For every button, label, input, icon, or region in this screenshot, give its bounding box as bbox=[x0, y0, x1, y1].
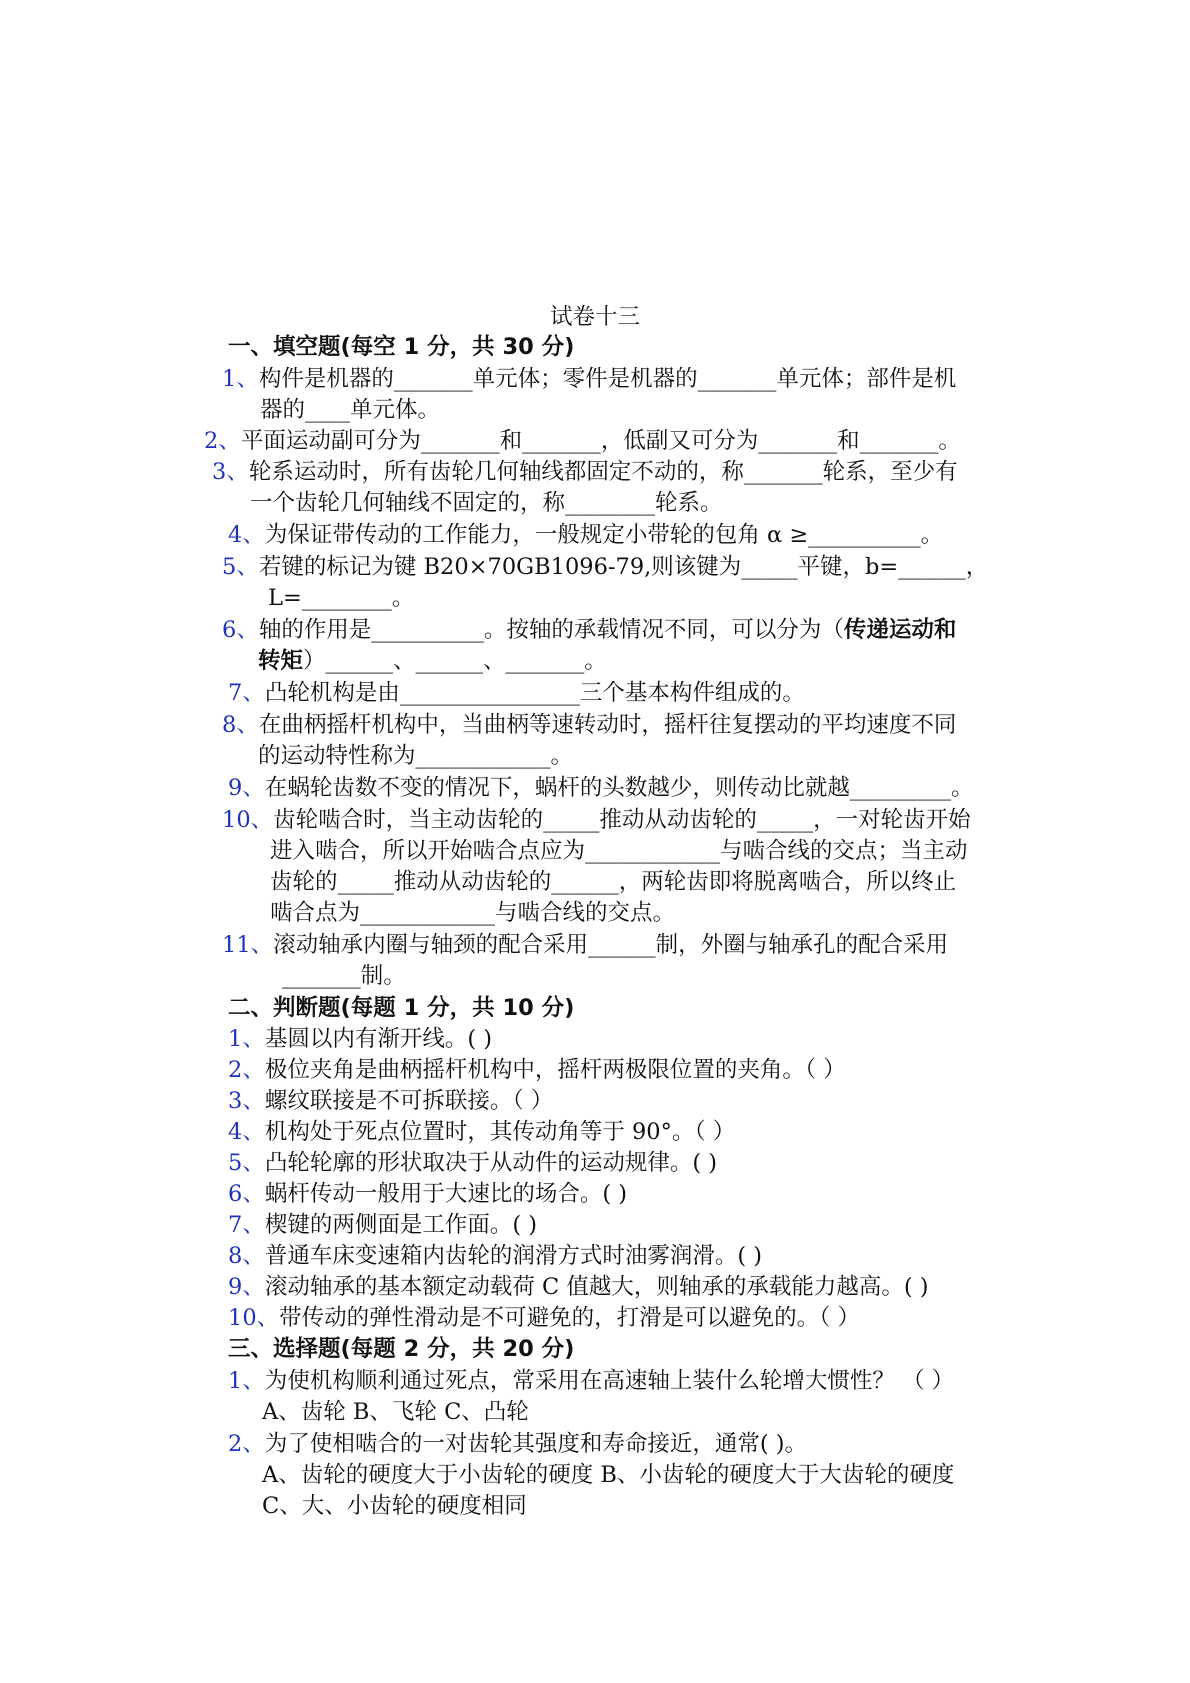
judge-item-7 bbox=[228, 1210, 537, 1240]
judge-text: 机构处于死点位置时，其传动角等于 90°。（ ） bbox=[264, 1119, 736, 1145]
q1-text1: 构件是机器的_______单元体；零件是机器的_______单元体；部件是机 bbox=[258, 366, 957, 392]
q6-text2b: ）______、______、_______。 bbox=[303, 648, 607, 674]
q8-text2: 的运动特性称为____________。 bbox=[258, 743, 574, 769]
judge-text: 凸轮轮廓的形状取决于从动件的运动规律。( ) bbox=[264, 1150, 718, 1176]
q8-number: 8、 bbox=[222, 712, 259, 738]
q4-text1: 为保证带传动的工作能力，一般规定小带轮的包角 α ≥__________。 bbox=[264, 522, 944, 548]
judge-text: 极位夹角是曲柄摇杆机构中，摇杆两极限位置的夹角。（ ） bbox=[264, 1057, 846, 1083]
judge-text: 普通车床变速箱内齿轮的润滑方式时油雾润滑。( ) bbox=[264, 1243, 763, 1269]
q6-text1a: 轴的作用是__________。按轴的承载情况不同，可以分为（ bbox=[258, 617, 844, 643]
q10-text4: 啮合点为____________与啮合线的交点。 bbox=[270, 900, 676, 926]
q6-text2a: 转矩 bbox=[258, 648, 304, 674]
judge-number: 9、 bbox=[228, 1274, 265, 1300]
judge-item-9 bbox=[228, 1272, 929, 1302]
judge-number: 5、 bbox=[228, 1150, 265, 1176]
q11-number: 11、 bbox=[222, 932, 274, 958]
judge-number: 3、 bbox=[228, 1088, 265, 1114]
q5-text2: L=________。 bbox=[268, 585, 415, 611]
choice-q1-line bbox=[228, 1366, 954, 1396]
q3-number: 3、 bbox=[212, 459, 249, 485]
q10-number: 10、 bbox=[222, 807, 274, 833]
q9-number: 9、 bbox=[228, 775, 265, 801]
q3-text1: 轮系运动时，所有齿轮几何轴线都固定不动的，称_______轮系，至少有 bbox=[248, 459, 958, 485]
q10-text1: 齿轮啮合时，当主动齿轮的_____推动从动齿轮的_____，一对轮齿开始 bbox=[273, 807, 971, 833]
judge-number: 10、 bbox=[228, 1305, 280, 1331]
q7-number: 7、 bbox=[228, 680, 265, 706]
choice-q2-options-1: A、齿轮的硬度大于小齿轮的硬度 B、小齿轮的硬度大于大齿轮的硬度 bbox=[262, 1462, 955, 1488]
judge-item-6 bbox=[228, 1179, 627, 1209]
judge-text: 基圆以内有渐开线。( ) bbox=[264, 1026, 493, 1052]
q2-number: 2、 bbox=[204, 428, 241, 454]
q3-line1 bbox=[212, 457, 958, 487]
q1-line1 bbox=[222, 364, 956, 394]
q8-text1: 在曲柄摇杆机构中，当曲柄等速转动时，摇杆往复摆动的平均速度不同 bbox=[258, 712, 957, 738]
judge-text: 螺纹联接是不可拆联接。（ ） bbox=[264, 1088, 554, 1114]
q11-text1: 滚动轴承内圈与轴颈的配合采用______制，外圈与轴承孔的配合采用 bbox=[273, 932, 949, 958]
judge-item-4 bbox=[228, 1117, 735, 1147]
judge-item-3 bbox=[228, 1086, 553, 1116]
q4-line1 bbox=[228, 520, 943, 550]
q6-number: 6、 bbox=[222, 617, 259, 643]
q5-text1: 若键的标记为键 B20×70GB1096-79,则该键为_____平键，b=______， bbox=[258, 554, 989, 580]
judge-item-8 bbox=[228, 1241, 762, 1271]
q11-line1 bbox=[222, 930, 948, 960]
exam-title: 试卷十三 bbox=[549, 304, 640, 330]
judge-number: 4、 bbox=[228, 1119, 265, 1145]
section-2-heading: 二、判断题(每题 1 分，共 10 分) bbox=[228, 995, 575, 1021]
judge-text: 带传动的弹性滑动是不可避免的，打滑是可以避免的。（ ） bbox=[279, 1305, 861, 1331]
judge-number: 6、 bbox=[228, 1181, 265, 1207]
q7-line1 bbox=[228, 678, 805, 708]
q9-line1 bbox=[228, 773, 974, 803]
q1-text2: 器的____单元体。 bbox=[260, 397, 441, 423]
q6-text1b: 传递运动和 bbox=[843, 617, 957, 643]
choice-q2-options-2: C、大、小齿轮的硬度相同 bbox=[262, 1493, 527, 1519]
judge-text: 滚动轴承的基本额定动载荷 C 值越大，则轴承的承载能力越高。( ) bbox=[264, 1274, 929, 1300]
q10-line1 bbox=[222, 805, 971, 835]
q9-text1: 在蜗轮齿数不变的情况下，蜗杆的头数越少，则传动比就越_________。 bbox=[264, 775, 974, 801]
choice-q2-line bbox=[228, 1429, 807, 1459]
q4-number: 4、 bbox=[228, 522, 265, 548]
q2-text1: 平面运动副可分为_______和_______，低副又可分为_______和_______。 bbox=[240, 428, 961, 454]
q11-text2: _______制。 bbox=[282, 963, 406, 989]
judge-item-10 bbox=[228, 1303, 860, 1333]
choice-q1-text: 为使机构顺利通过死点，常采用在高速轴上装什么轮增大惯性？ （ ） bbox=[264, 1368, 955, 1394]
judge-number: 2、 bbox=[228, 1057, 265, 1083]
choice-q1-options: A、齿轮 B、飞轮 C、凸轮 bbox=[262, 1399, 529, 1425]
judge-item-2 bbox=[228, 1055, 846, 1085]
judge-number: 8、 bbox=[228, 1243, 265, 1269]
choice-q1-number: 1、 bbox=[228, 1368, 265, 1394]
choice-q2-number: 2、 bbox=[228, 1431, 265, 1457]
q10-text2: 进入啮合，所以开始啮合点应为____________与啮合线的交点；当主动 bbox=[270, 838, 968, 864]
judge-item-1 bbox=[228, 1024, 492, 1054]
q6-line2 bbox=[258, 646, 607, 676]
q5-line1 bbox=[222, 552, 988, 582]
q8-line1 bbox=[222, 710, 956, 740]
judge-number: 7、 bbox=[228, 1212, 265, 1238]
judge-item-5 bbox=[228, 1148, 717, 1178]
q5-number: 5、 bbox=[222, 554, 259, 580]
section-1-heading: 一、填空题(每空 1 分，共 30 分) bbox=[228, 334, 575, 360]
q7-text1: 凸轮机构是由________________三个基本构件组成的。 bbox=[264, 680, 805, 706]
judge-number: 1、 bbox=[228, 1026, 265, 1052]
q1-number: 1、 bbox=[222, 366, 259, 392]
choice-q2-text: 为了使相啮合的一对齿轮其强度和寿命接近，通常( )。 bbox=[264, 1431, 808, 1457]
section-3-heading: 三、选择题(每题 2 分，共 20 分) bbox=[228, 1336, 575, 1362]
q10-text3: 齿轮的_____推动从动齿轮的______，两轮齿即将脱离啮合，所以终止 bbox=[270, 869, 957, 895]
q6-line1 bbox=[222, 615, 956, 645]
q2-line1 bbox=[204, 426, 961, 456]
judge-text: 蜗杆传动一般用于大速比的场合。( ) bbox=[264, 1181, 628, 1207]
q3-text2: 一个齿轮几何轴线不固定的，称________轮系。 bbox=[250, 490, 723, 516]
judge-text: 楔键的两侧面是工作面。( ) bbox=[264, 1212, 538, 1238]
